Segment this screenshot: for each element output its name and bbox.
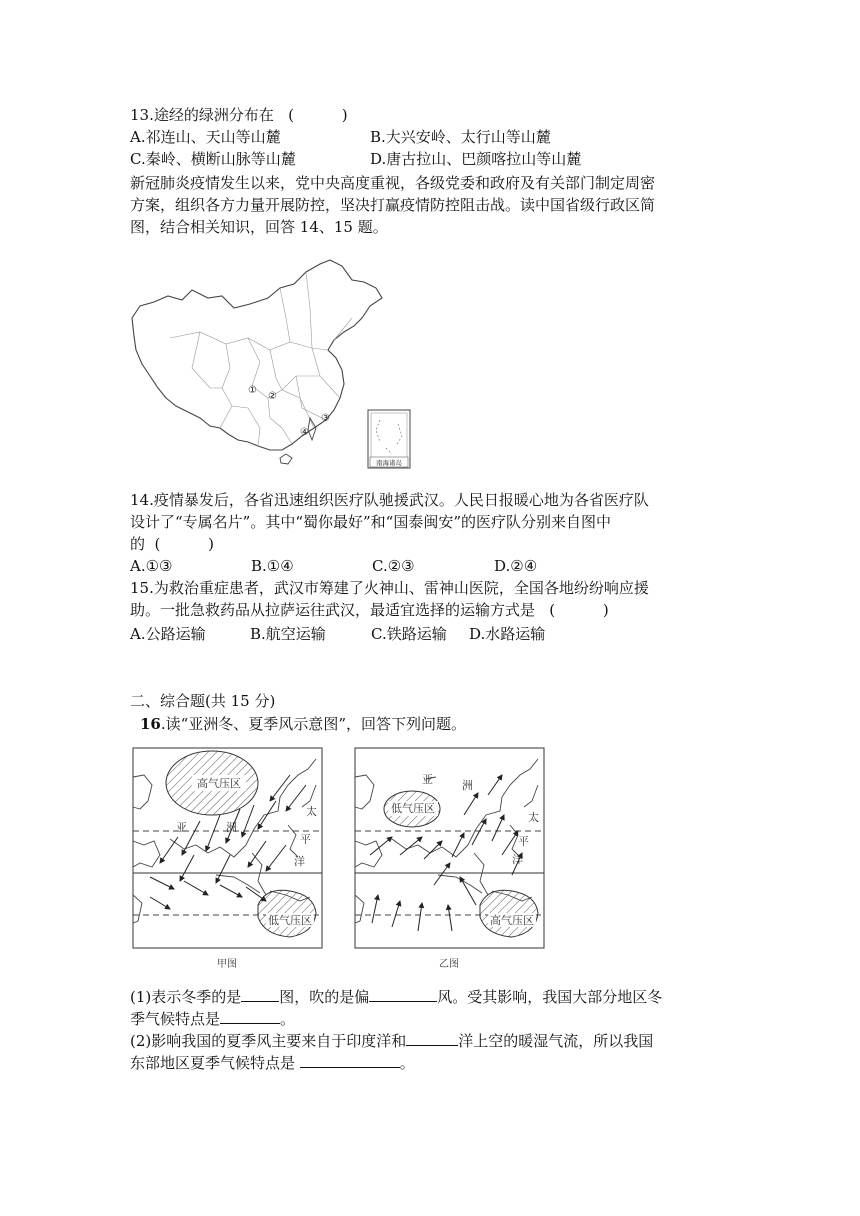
q16-2-blank-ocean[interactable] xyxy=(406,1029,458,1046)
china-outline xyxy=(132,260,382,450)
intro-line-3: 图，结合相关知识，回答 14、15 题。 xyxy=(130,218,388,236)
jia-caption: 甲图 xyxy=(217,959,237,970)
jia-label-ya: 亚 xyxy=(176,821,187,834)
yi-label-ya: 亚 xyxy=(422,773,433,786)
yi-label-zhou: 洲 xyxy=(462,779,473,792)
q16-1-line-2 xyxy=(130,1007,295,1030)
q16-1-line-1 xyxy=(130,985,662,1008)
map-marker-4: ④ xyxy=(300,427,309,438)
yi-low-label: 低气压区 xyxy=(391,802,435,815)
q16-number: 16 xyxy=(140,715,161,733)
q16-1-text-b: 图，吹的是偏 xyxy=(279,988,370,1006)
q15-options xyxy=(130,623,730,645)
q14-option-d: D.②④ xyxy=(494,557,538,575)
section-2-title: 二、综合题(共 15 分) xyxy=(130,692,276,710)
q16-2-text-b: 洋上空的暖湿气流，所以我国 xyxy=(458,1032,654,1050)
jia-label-ping: 平 xyxy=(300,833,311,846)
jia-label-zhou: 洲 xyxy=(226,821,237,834)
q16-1-text-c: 风。受其影响，我国大部分地区冬 xyxy=(437,988,663,1006)
q16-1-text-a: (1)表示冬季的是 xyxy=(130,988,242,1006)
jia-low-label: 低气压区 xyxy=(268,914,312,927)
jia-high-label: 高气压区 xyxy=(197,777,241,790)
jia-label-tai: 太 xyxy=(306,805,317,818)
q13-stem: 13.途经的绿洲分布在 ( ) xyxy=(130,106,348,124)
map-marker-2: ② xyxy=(268,391,277,402)
yi-caption: 乙图 xyxy=(439,959,459,970)
yi-label-tai: 太 xyxy=(528,811,539,824)
q16-1-blank-wind[interactable] xyxy=(369,985,437,1002)
jia-label-yang: 洋 xyxy=(294,855,305,868)
q14-line-3: 的 ( ) xyxy=(130,535,214,553)
q16-2-text-d: 。 xyxy=(399,1054,415,1072)
monsoon-map-jia xyxy=(130,745,325,975)
monsoon-map-yi xyxy=(352,745,547,975)
q16-1-text-d: 季气候特点是 xyxy=(130,1010,221,1028)
intro-line-1: 新冠肺炎疫情发生以来，党中央高度重视，各级党委和政府及有关部门制定周密 xyxy=(130,174,656,192)
map-marker-3: ③ xyxy=(321,413,330,424)
q14-line-2: 设计了“专属名片”。其中“蜀你最好”和“国泰闽安”的医疗队分别来自图中 xyxy=(130,513,612,531)
q16-1-blank-season[interactable] xyxy=(241,985,279,1002)
china-province-map xyxy=(130,258,415,473)
q13-option-c: C.秦岭、横断山脉等山麓 xyxy=(130,150,296,168)
q13-options-row1 xyxy=(130,126,730,148)
q14-line-1: 14.疫情暴发后，各省迅速组织医疗队驰援武汉。人民日报暖心地为各省医疗队 xyxy=(130,491,649,509)
q16-2-line-2 xyxy=(130,1051,415,1074)
q16-1-blank-climate[interactable] xyxy=(220,1007,280,1024)
q14-option-b: B.①④ xyxy=(251,557,294,575)
map-marker-1: ① xyxy=(248,385,257,396)
q15-option-d: D.水路运输 xyxy=(469,625,546,643)
q15-option-c: C.铁路运输 xyxy=(371,625,447,643)
q13-option-b: B.大兴安岭、太行山等山麓 xyxy=(370,128,551,146)
q15-line-2: 助。一批急救药品从拉萨运往武汉，最适宜选择的运输方式是 ( ) xyxy=(130,601,609,619)
hainan-outline xyxy=(280,454,292,464)
south-china-sea-inset xyxy=(368,410,410,468)
q15-line-1: 15.为救治重症患者，武汉市筹建了火神山、雷神山医院，全国各地纷纷响应援 xyxy=(130,579,649,597)
q16-text: .读“亚洲冬、夏季风示意图”，回答下列问题。 xyxy=(160,715,466,733)
q14-option-a: A.①③ xyxy=(130,557,173,575)
q16-2-line-1 xyxy=(130,1029,653,1052)
q15-option-b: B.航空运输 xyxy=(250,625,326,643)
q16-2-text-c: 东部地区夏季气候特点是 xyxy=(130,1054,300,1072)
inset-label: 南海诸岛 xyxy=(376,459,402,467)
q16-2-text-a: (2)影响我国的夏季风主要来自于印度洋和 xyxy=(130,1032,407,1050)
q13-option-d: D.唐古拉山、巴颜喀拉山等山麓 xyxy=(370,150,582,168)
yi-label-yang: 洋 xyxy=(512,853,523,866)
yi-high-label: 高气压区 xyxy=(490,914,534,927)
q16-stem xyxy=(140,713,466,735)
intro-line-2: 方案，组织各方力量开展防控，坚决打赢疫情防控阻击战。读中国省级行政区简 xyxy=(130,196,656,214)
q14-option-c: C.②③ xyxy=(372,557,415,575)
q16-2-blank-climate[interactable] xyxy=(300,1051,400,1068)
q14-options xyxy=(130,555,730,577)
yi-label-ping: 平 xyxy=(518,835,529,848)
q13-option-a: A.祁连山、天山等山麓 xyxy=(130,128,281,146)
q13-options-row2 xyxy=(130,148,730,170)
q16-1-text-e: 。 xyxy=(280,1010,296,1028)
q15-option-a: A.公路运输 xyxy=(130,625,206,643)
